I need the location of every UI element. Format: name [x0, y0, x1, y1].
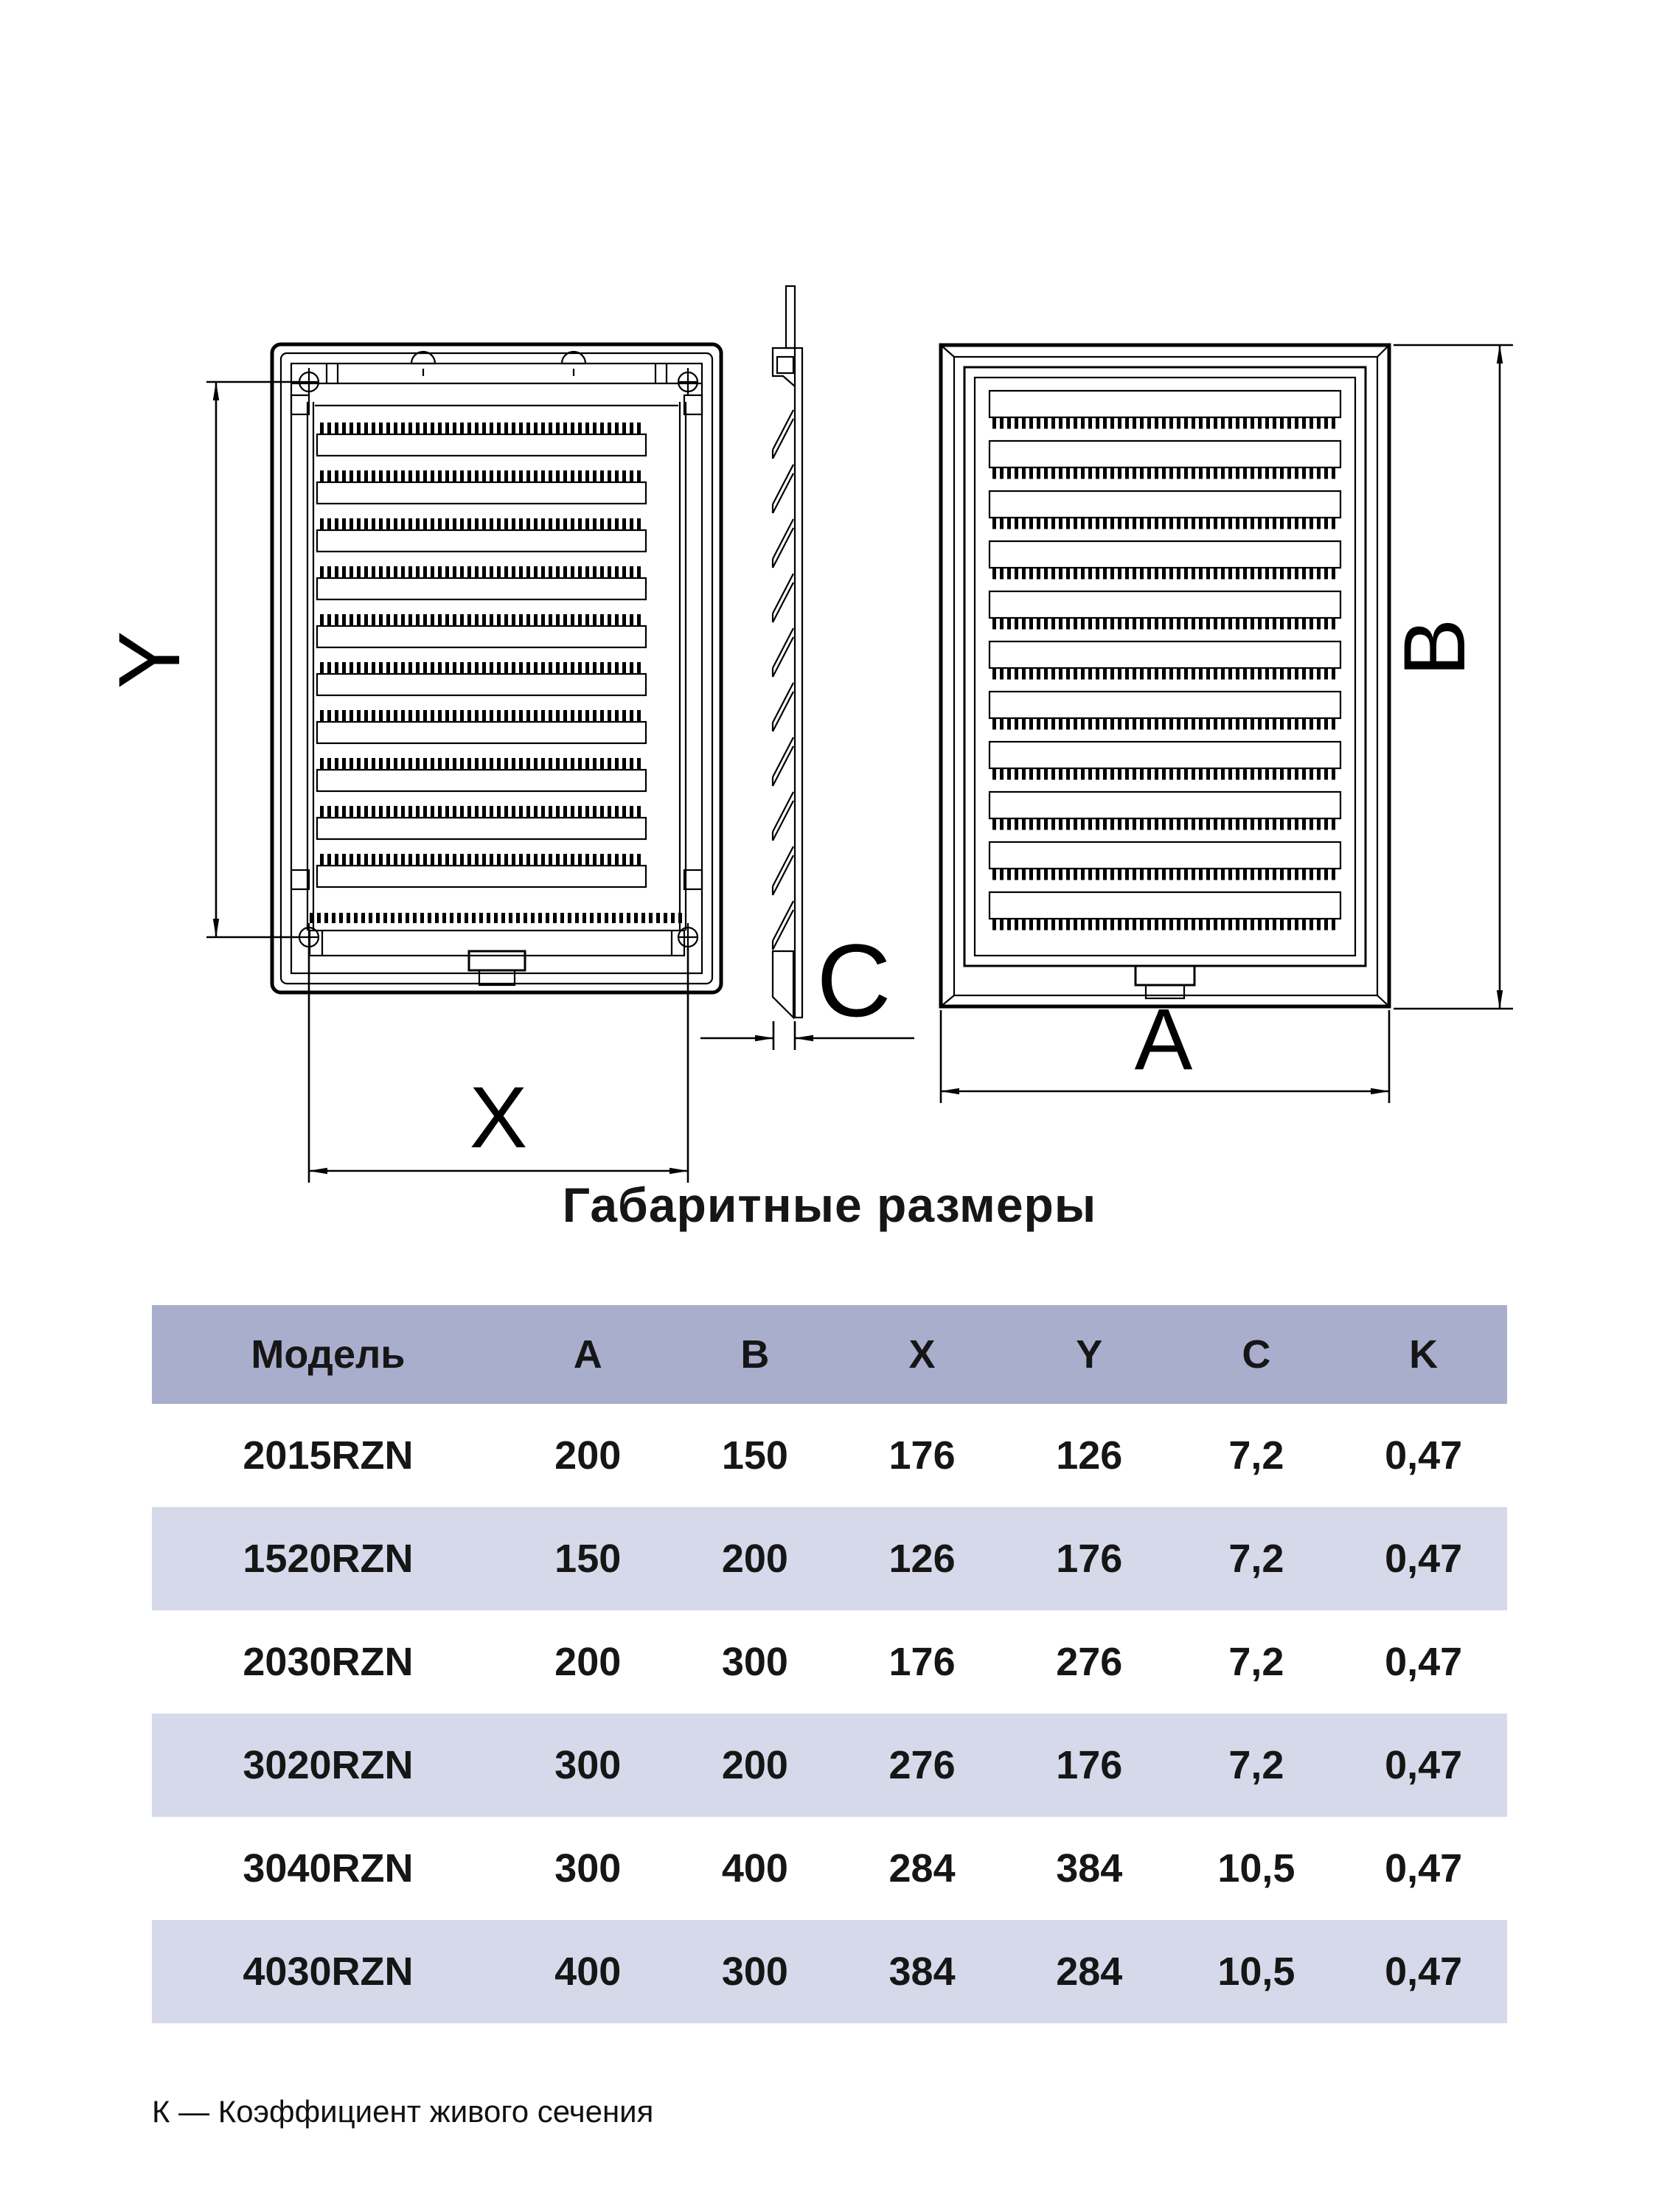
value-cell: 150 — [721, 1433, 788, 1478]
value-cell: 126 — [1056, 1433, 1123, 1478]
value-cell: 384 — [1056, 1846, 1123, 1891]
value-cell: 0,47 — [1385, 1846, 1463, 1891]
value-cell: 150 — [554, 1537, 622, 1581]
value-cell: 176 — [888, 1433, 956, 1478]
louver-slats-front — [990, 391, 1340, 925]
model-cell: 2030RZN — [243, 1640, 414, 1684]
keyhole-slot — [562, 352, 585, 376]
value-cell: 284 — [1056, 1950, 1123, 1994]
grille-back-view — [101, 344, 721, 1183]
model-cell: 3040RZN — [243, 1846, 414, 1891]
footnote: К — Коэффициент живого сечения — [152, 2094, 654, 2129]
dimensions-table — [152, 1305, 1507, 2023]
column-header: Модель — [251, 1332, 406, 1377]
column-header: Y — [1076, 1332, 1103, 1377]
screw — [678, 923, 698, 951]
dimension-label-a: A — [1134, 991, 1193, 1088]
value-cell: 126 — [888, 1537, 956, 1581]
dimension-label-x: X — [469, 1069, 528, 1166]
table-row — [152, 1714, 1507, 1817]
value-cell: 176 — [1056, 1537, 1123, 1581]
model-cell: 3020RZN — [243, 1743, 414, 1787]
value-cell: 7,2 — [1228, 1537, 1284, 1581]
value-cell: 7,2 — [1228, 1640, 1284, 1684]
grille-front-view — [941, 345, 1513, 1103]
dimension-label-c: C — [816, 922, 891, 1038]
value-cell: 276 — [1056, 1640, 1123, 1684]
value-cell: 176 — [888, 1640, 956, 1684]
value-cell: 400 — [554, 1950, 622, 1994]
dimension-b — [1386, 345, 1513, 1009]
table-row — [152, 1920, 1507, 2023]
value-cell: 0,47 — [1385, 1433, 1463, 1478]
model-cell: 4030RZN — [243, 1950, 414, 1994]
value-cell: 300 — [554, 1743, 622, 1787]
value-cell: 200 — [554, 1640, 622, 1684]
grille-side-view — [700, 286, 914, 1050]
value-cell: 284 — [888, 1846, 956, 1891]
value-cell: 300 — [721, 1950, 788, 1994]
column-header: C — [1242, 1332, 1271, 1377]
column-header: A — [573, 1332, 602, 1377]
section-title: Габаритные размеры — [562, 1178, 1097, 1232]
value-cell: 384 — [888, 1950, 956, 1994]
table-row — [152, 1817, 1507, 1920]
value-cell: 276 — [888, 1743, 956, 1787]
value-cell: 0,47 — [1385, 1640, 1463, 1684]
value-cell: 300 — [721, 1640, 788, 1684]
value-cell: 300 — [554, 1846, 622, 1891]
value-cell: 10,5 — [1217, 1950, 1295, 1994]
table-row — [152, 1610, 1507, 1714]
screw — [299, 368, 319, 396]
value-cell: 200 — [554, 1433, 622, 1478]
dimension-c — [700, 922, 914, 1050]
column-header: B — [740, 1332, 770, 1377]
value-cell: 0,47 — [1385, 1743, 1463, 1787]
dimension-label-y: Y — [101, 630, 198, 689]
table-row — [152, 1404, 1507, 1507]
value-cell: 176 — [1056, 1743, 1123, 1787]
table-row — [152, 1507, 1507, 1610]
value-cell: 200 — [721, 1537, 788, 1581]
value-cell: 7,2 — [1228, 1743, 1284, 1787]
dimension-y — [101, 382, 299, 937]
value-cell: 10,5 — [1217, 1846, 1295, 1891]
value-cell: 7,2 — [1228, 1433, 1284, 1478]
model-cell: 2015RZN — [243, 1433, 414, 1478]
model-cell: 1520RZN — [243, 1537, 414, 1581]
value-cell: 0,47 — [1385, 1950, 1463, 1994]
table-header — [152, 1305, 1507, 1404]
value-cell: 0,47 — [1385, 1537, 1463, 1581]
keyhole-slot — [411, 352, 435, 376]
louver-slats-back — [317, 428, 646, 887]
column-header: K — [1409, 1332, 1439, 1377]
value-cell: 400 — [721, 1846, 788, 1891]
column-header: X — [908, 1332, 936, 1377]
value-cell: 200 — [721, 1743, 788, 1787]
dimension-label-b: B — [1386, 618, 1484, 677]
screw — [678, 368, 698, 396]
